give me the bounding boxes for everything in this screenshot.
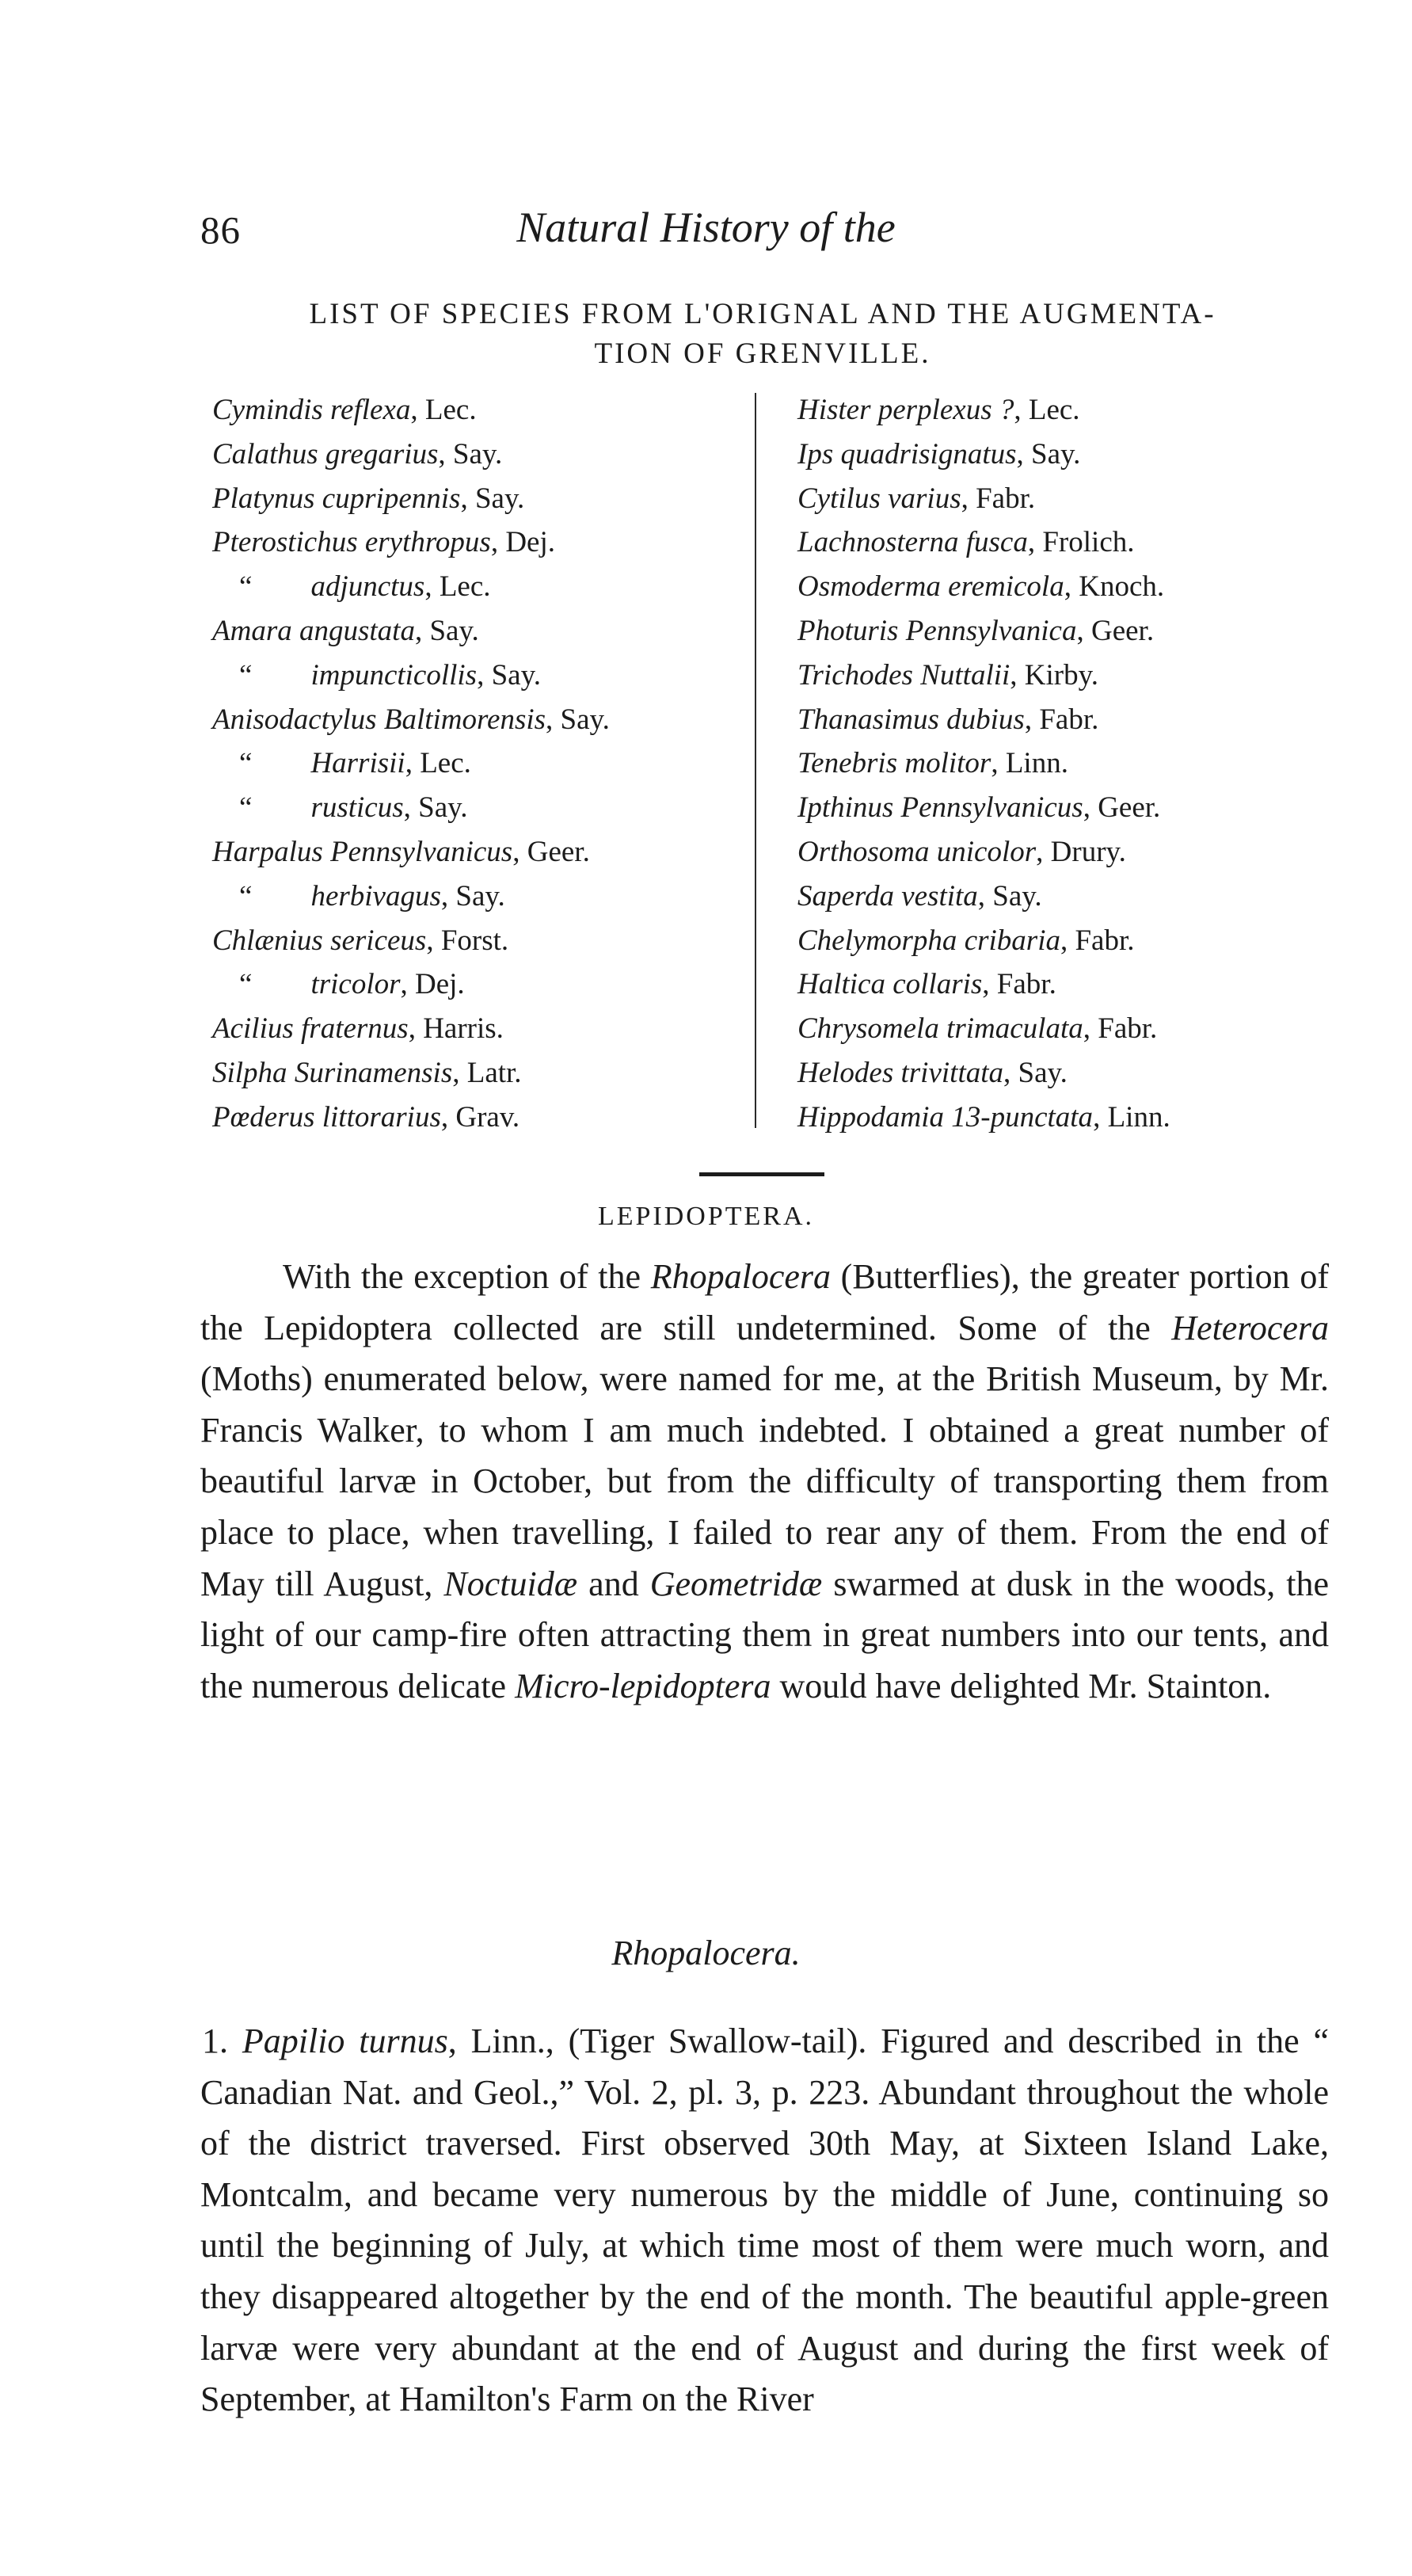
species-genus: Platynus [212, 482, 315, 515]
species-genus: Cytilus [797, 482, 881, 515]
species-epithet: unicolor [929, 835, 1037, 868]
species-genus: Anisodactylus [212, 703, 377, 736]
species-genus: Photuris [797, 614, 899, 647]
species-author: , Knoch. [1064, 570, 1165, 604]
species-entry [212, 388, 610, 433]
species-entry [797, 388, 1170, 433]
species-author: , Linn. [1093, 1100, 1170, 1134]
ditto-mark: “ [239, 747, 253, 780]
species-epithet: fusca [958, 526, 1028, 559]
species-epithet: erythropus [357, 526, 491, 559]
ditto-mark: “ [239, 658, 253, 692]
species-epithet: reflexa [322, 394, 411, 426]
species-entry [797, 830, 1170, 875]
species-epithet: sericeus [322, 924, 427, 957]
species-author: , Forst. [426, 924, 509, 957]
ditto-mark: “ [239, 968, 253, 1001]
species-author: , Lec. [405, 747, 471, 780]
intro-text: With the exception of the [283, 1257, 651, 1296]
species-epithet: Harrisii [310, 747, 405, 780]
species-author: , Fabr. [1060, 924, 1135, 957]
species-epithet: cribaria [957, 924, 1060, 957]
species-genus: Orthosoma [797, 835, 930, 868]
species-genus: Osmoderma [797, 570, 941, 604]
subheading-rhopalocera: Rhopalocera. [611, 1934, 801, 1972]
species-author: , Geer. [1076, 614, 1155, 647]
intro-text: swarmed at dusk in the woods, the light of our camp-fire often attracting them in great numbers into our tents, and the numerous delicate [200, 1564, 1330, 1705]
entry-number: 1. [202, 2022, 242, 2060]
species-entry [797, 1096, 1170, 1140]
species-epithet: gregarius [318, 437, 439, 471]
species-epithet: fraternus [293, 1012, 409, 1046]
species-author: , Grav. [440, 1100, 520, 1134]
species-genus: Pterostichus [212, 526, 358, 559]
species-author: , Geer. [512, 835, 590, 868]
species-epithet: perplexus ? [870, 394, 1014, 426]
species-author: , Say. [477, 658, 541, 692]
species-list-title [200, 295, 1325, 374]
lepidoptera-intro-paragraph [200, 1252, 1329, 1712]
species-epithet: Surinamensis [287, 1056, 453, 1089]
species-genus: Chelymorpha [797, 924, 957, 957]
species-entry [797, 919, 1170, 963]
species-epithet: Pennsylvanica [898, 614, 1077, 647]
species-author: , Drury. [1036, 835, 1126, 868]
ditto-mark: “ [239, 570, 253, 604]
species-genus: Haltica [797, 968, 885, 1001]
species-author: , Say. [546, 703, 610, 736]
species-genus: Hister [797, 394, 871, 426]
species-genus: Thanasimus [797, 703, 939, 736]
species-epithet: angustata [291, 614, 415, 647]
species-entry [212, 1007, 610, 1051]
species-entry [212, 698, 610, 742]
species-genus: Tenebris [797, 747, 898, 780]
species-author: , Kirby. [1010, 658, 1098, 692]
species-author: , Say. [414, 614, 479, 647]
species-list-left-column [212, 388, 610, 1140]
species-entry [797, 520, 1170, 565]
species-author: , Fabr. [982, 968, 1056, 1001]
entry-description: , Linn., (Tiger Swallow-tail). Figured and described in the “ Canadian Nat. and Geol.,” Vol. 2, pl. 3, p. 223. Abundant throughout the whole of the district traversed. First observed 30th May, at Sixteen Island Lake, Montcalm, and became very numerous by the middle of June, continuing so until the beginning of July, at which time most of them were much worn, and they disappeared altogether by the end of the month. The beautiful apple-green larvæ were very abundant at the end of August and during the first week of September, at Hamilton's Farm on the River [200, 2022, 1330, 2419]
species-entry [212, 1051, 610, 1096]
species-genus: Pœderus [212, 1100, 315, 1134]
intro-taxon-noctuidae: Noctuidæ [443, 1564, 578, 1603]
section-divider [699, 1172, 824, 1176]
species-epithet: Baltimorensis [376, 703, 546, 736]
species-epithet: Pennsylvanicus [893, 791, 1083, 825]
species-entry [212, 565, 610, 609]
species-epithet: eremicola [940, 570, 1064, 604]
intro-taxon-rhopalocera: Rhopalocera [650, 1257, 832, 1296]
species-author: , Fabr. [1024, 703, 1099, 736]
species-entry [797, 477, 1170, 521]
species-author: , Latr. [452, 1056, 522, 1089]
species-author: , Fabr. [1083, 1012, 1158, 1046]
species-genus: Helodes [797, 1056, 894, 1089]
species-entry [212, 875, 610, 919]
species-genus: Amara [212, 614, 292, 647]
species-genus: Cymindis [212, 394, 323, 426]
column-divider [755, 393, 756, 1128]
intro-taxon-microlepidoptera: Micro-lepidoptera [515, 1666, 771, 1705]
species-entry [212, 477, 610, 521]
intro-text: and [577, 1564, 650, 1603]
page-number: 86 [200, 208, 241, 252]
section-heading-lepidoptera: LEPIDOPTERA. [597, 1202, 815, 1231]
species-author: , Lec. [410, 394, 477, 426]
intro-taxon-heterocera: Heterocera [1171, 1308, 1329, 1347]
species-epithet: littorarius [314, 1100, 441, 1134]
species-epithet: Pennsylvanicus [322, 835, 513, 868]
species-author: , Fabr. [961, 482, 1036, 515]
species-epithet: quadrisignatus [833, 437, 1017, 471]
species-entry [797, 786, 1170, 830]
species-author: , Say. [1016, 437, 1081, 471]
species-epithet: molitor [897, 747, 991, 780]
species-entry-1 [200, 2016, 1329, 2425]
species-entry [212, 654, 610, 698]
species-author: , Dej. [400, 968, 465, 1001]
species-list-title-line-1: LIST OF SPECIES FROM L'ORIGNAL AND THE AUGMENTA- [309, 298, 1216, 330]
species-epithet: vestita [893, 879, 978, 913]
species-author: , Say. [440, 879, 505, 913]
species-epithet: tricolor [310, 968, 401, 1001]
species-epithet: cupripennis [314, 482, 461, 515]
species-entry [212, 520, 610, 565]
species-epithet: adjunctus [310, 570, 425, 604]
species-entry [212, 962, 610, 1007]
intro-text: (Moths) enumerated below, were named for me, at the British Museum, by Mr. Francis Walker, to whom I am much indebted. I obtained a great number of beautiful larvæ in October, but from the difficulty of transporting them from place to place, when travelling, I failed to rear any of them. From the end of May till August, [200, 1359, 1329, 1603]
species-author: , Say. [460, 482, 525, 515]
species-entry [212, 741, 610, 786]
species-author: , Say. [1003, 1056, 1068, 1089]
running-title: Natural History of the [516, 204, 896, 251]
species-genus: Ips [797, 437, 834, 471]
intro-taxon-geometridae: Geometridæ [649, 1564, 823, 1603]
species-list-right-column [797, 388, 1170, 1140]
species-epithet: rusticus [310, 791, 404, 825]
species-entry [797, 654, 1170, 698]
species-author: , Say. [403, 791, 468, 825]
species-epithet: Nuttalii [912, 658, 1010, 692]
species-epithet: impuncticollis [310, 658, 478, 692]
species-author: , Harris. [408, 1012, 504, 1046]
species-genus: Hippodamia [797, 1100, 944, 1134]
species-author: , Geer. [1083, 791, 1161, 825]
intro-text: would have delighted Mr. Stainton. [771, 1666, 1272, 1705]
species-genus: Acilius [212, 1012, 294, 1046]
ditto-mark: “ [239, 879, 253, 913]
species-entry [212, 609, 610, 654]
species-author: , Linn. [991, 747, 1068, 780]
species-entry [797, 1007, 1170, 1051]
species-epithet: varius [880, 482, 961, 515]
species-author: , Dej. [490, 526, 555, 559]
species-genus: Saperda [797, 879, 894, 913]
species-entry [797, 741, 1170, 786]
species-author: , Say. [977, 879, 1042, 913]
species-epithet: trimaculata [938, 1012, 1083, 1046]
species-entry [797, 609, 1170, 654]
species-entry [212, 1096, 610, 1140]
species-entry [212, 433, 610, 477]
species-genus: Ipthinus [797, 791, 894, 825]
species-epithet: trivittata [893, 1056, 1003, 1089]
entry-species-name: Papilio turnus [242, 2022, 448, 2060]
species-epithet: 13-punctata [944, 1100, 1094, 1134]
species-epithet: herbivagus [310, 879, 441, 913]
species-genus: Harpalus [212, 835, 323, 868]
species-entry [797, 1051, 1170, 1096]
intro-text: (Butterflies), the greater portion of the Lepidoptera collected are still undetermined. Some of the [200, 1257, 1329, 1347]
species-author: , Lec. [1014, 394, 1080, 426]
species-entry [797, 565, 1170, 609]
species-genus: Lachnosterna [797, 526, 959, 559]
species-entry [212, 786, 610, 830]
species-author: , Lec. [424, 570, 491, 604]
species-author: , Say. [438, 437, 503, 471]
species-list-title-line-2: TION OF GRENVILLE. [594, 337, 931, 370]
species-genus: Calathus [212, 437, 318, 471]
species-entry [797, 698, 1170, 742]
ditto-mark: “ [239, 791, 253, 825]
species-entry [797, 875, 1170, 919]
species-genus: Chrysomela [797, 1012, 939, 1046]
species-epithet: collaris [885, 968, 983, 1001]
species-entry [212, 919, 610, 963]
species-author: , Frolich. [1027, 526, 1135, 559]
species-entry [212, 830, 610, 875]
species-epithet: dubius [938, 703, 1025, 736]
species-genus: Trichodes [797, 658, 913, 692]
species-genus: Silpha [212, 1056, 287, 1089]
species-genus: Chlænius [212, 924, 323, 957]
species-entry [797, 962, 1170, 1007]
species-entry [797, 433, 1170, 477]
